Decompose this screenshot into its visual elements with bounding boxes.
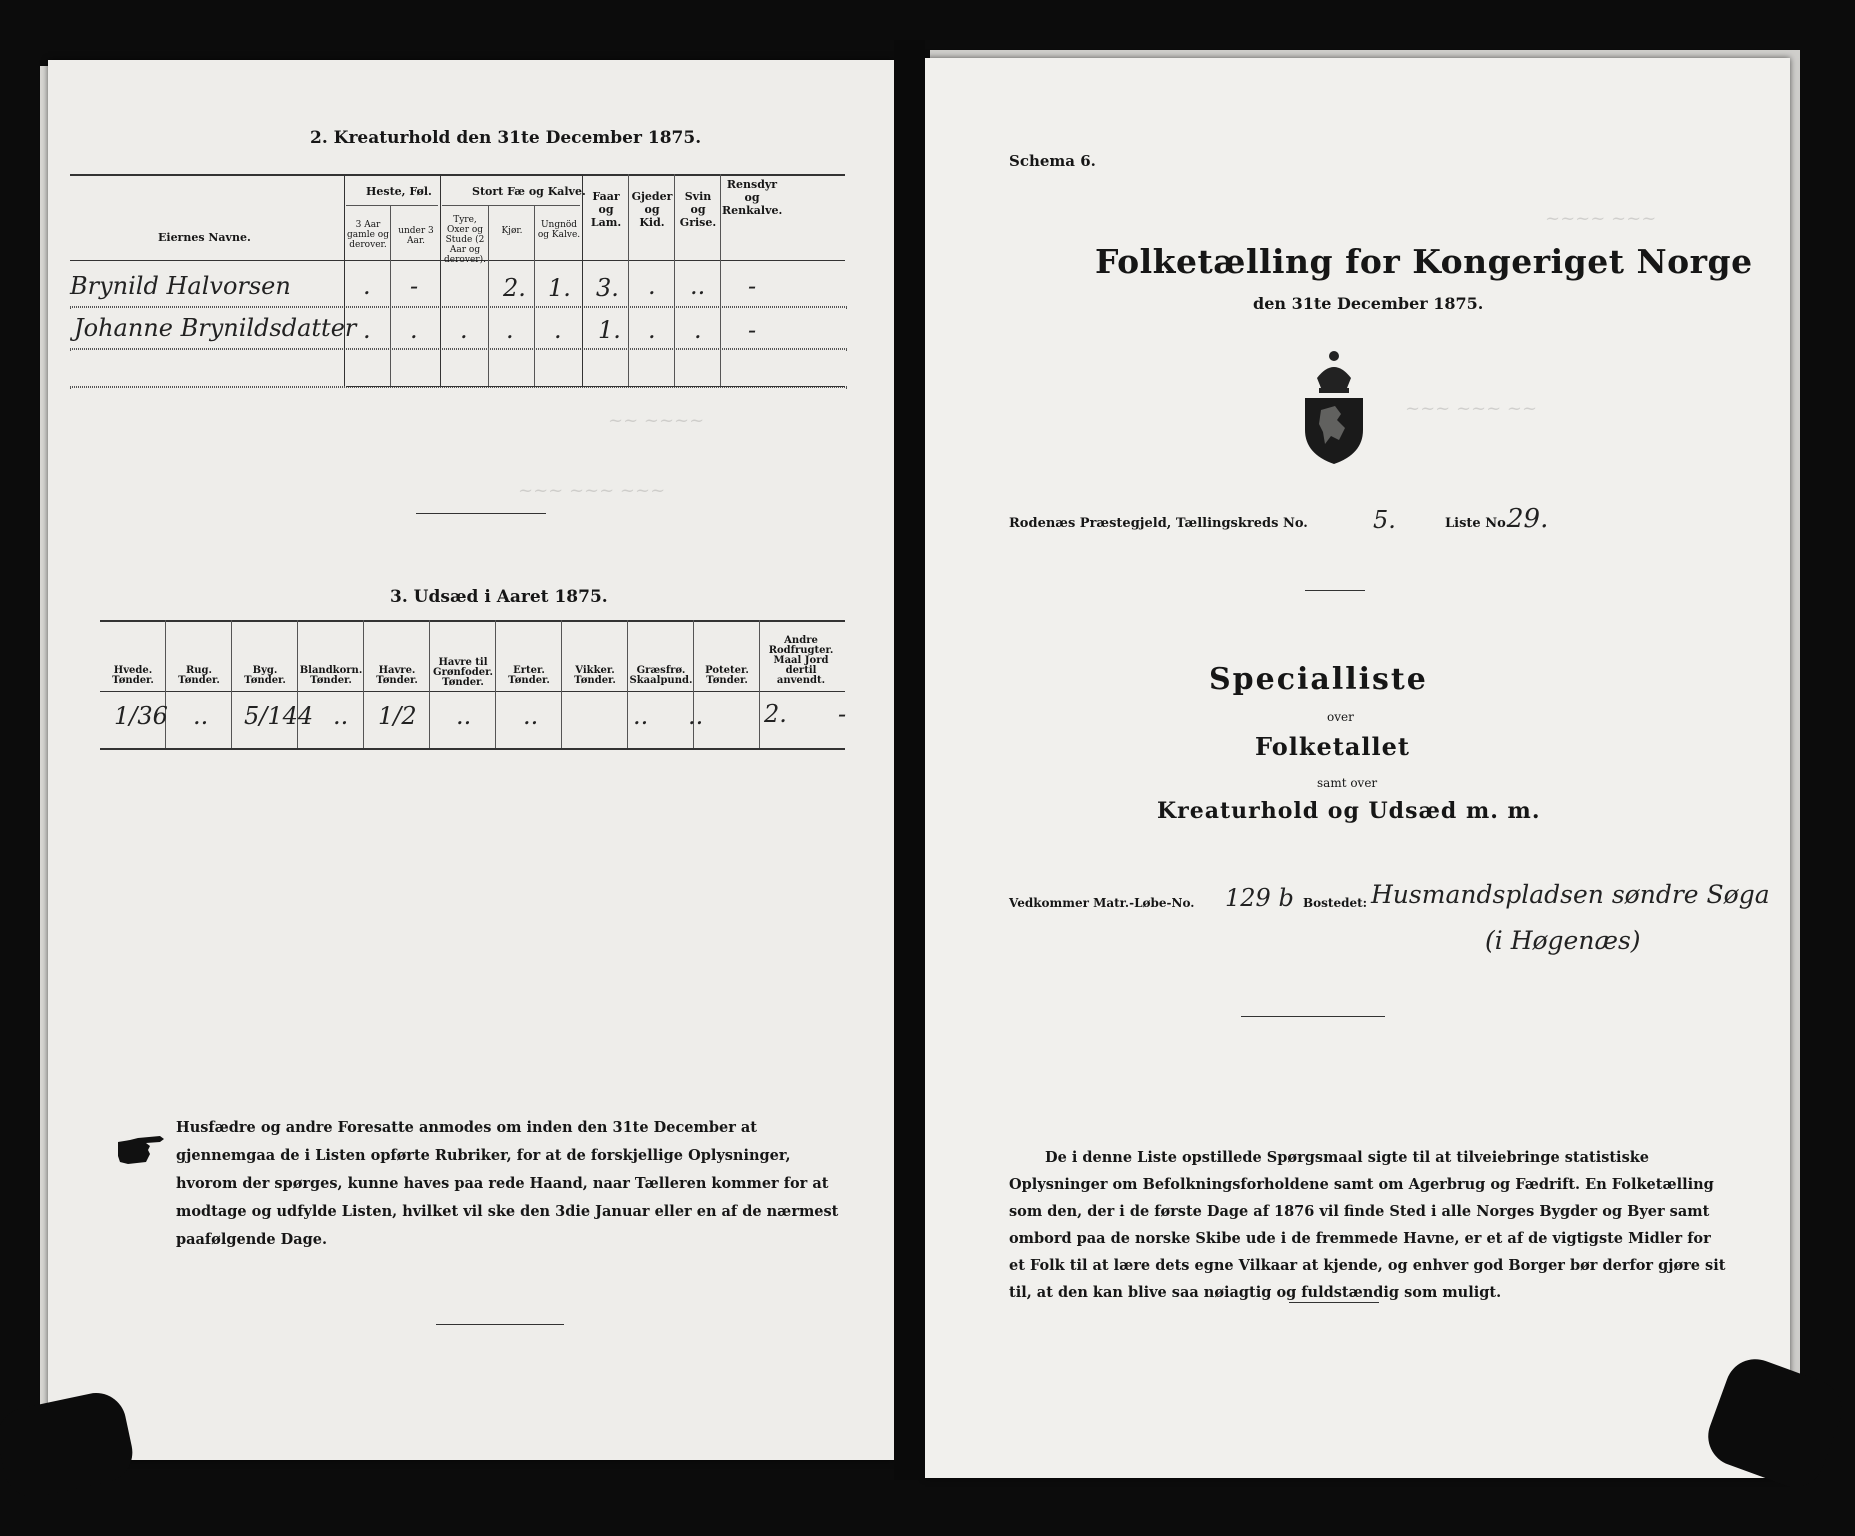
table2-bottom-rule [346, 386, 845, 387]
sowing-col-header: Græsfrø. Skaalpund. [629, 665, 693, 686]
parish-label: Rodenæs Præstegjeld, [1009, 516, 1172, 531]
footer-divider [1289, 1302, 1379, 1303]
cell: 1/36 [114, 702, 168, 730]
table3-vrule [627, 620, 628, 748]
cell: . [363, 316, 371, 344]
sowing-col-header: Rug. Tønder. [178, 665, 220, 686]
thumb-shadow [1700, 1351, 1850, 1495]
sowing-col-header: Hvede. Tønder. [112, 665, 154, 686]
cell: .. [193, 702, 209, 730]
table2-sub-rule [346, 205, 438, 206]
sowing-col-header: Havre til Grønfoder. Tønder. [433, 657, 493, 688]
horses-group-header: Heste, Føl. [366, 185, 432, 198]
cell: . [410, 316, 418, 344]
section-divider [416, 513, 546, 514]
left-page [48, 60, 894, 1460]
cell: 2. [764, 700, 787, 728]
table3-top-rule [100, 620, 845, 622]
table2-vrule [582, 174, 583, 386]
bosted-value: Husmandspladsen søndre Søga [1371, 880, 1770, 909]
cell: .. [456, 702, 472, 730]
cattle-group-header: Stort Fæ og Kalve. [472, 185, 586, 198]
cell: - [410, 272, 419, 300]
sowing-col-header: Erter. Tønder. [508, 665, 550, 686]
norwegian-coat-of-arms-icon [1297, 348, 1371, 466]
over-label: over [1327, 710, 1354, 724]
cell: . [694, 316, 702, 344]
matr-label: Vedkommer Matr.-Løbe-No. [1009, 896, 1195, 910]
census-date: den 31te December 1875. [1253, 294, 1484, 313]
samt-over-label: samt over [1317, 776, 1378, 790]
cell: 1/2 [378, 702, 417, 730]
bleed-through: ~~~ ~~~ ~~~ [518, 480, 666, 501]
cell: - [838, 700, 847, 728]
cell: . [506, 316, 514, 344]
cell: .. [333, 702, 349, 730]
table3-vrule [231, 620, 232, 748]
table2-vrule [628, 174, 629, 386]
sowing-col-header: Poteter. Tønder. [705, 665, 749, 686]
table2-vrule [720, 174, 721, 386]
sowing-col-header: Byg. Tønder. [244, 665, 286, 686]
cell: 3. [596, 274, 619, 302]
footer-divider [436, 1324, 564, 1325]
household-notice: Husfædre og andre Foresatte anmodes om inden den 31te December at gjennemgaa de i Listen opførte Rubriker, for at de forskjellige Oplysninger, hvorom der spørges, kunne haves paa rede Haand, naar Tælleren kommer for at modtage og udfylde Listen, hvilket vil ske den 3die Januar eller en af de nærmest paafølgende Dage. [176, 1119, 839, 1248]
cell: .. [688, 702, 704, 730]
sowing-col-header: Havre. Tønder. [376, 665, 418, 686]
folketallet-heading: Folketallet [1255, 732, 1410, 761]
col-young-cattle: Ungnöd og Kalve. [537, 220, 581, 240]
cell: 1. [598, 316, 621, 344]
table2-vrule [344, 174, 345, 386]
owner-name: Brynild Halvorsen [70, 272, 291, 300]
thumb-shadow [0, 1387, 138, 1502]
binding-gutter [894, 40, 925, 1480]
table2-row-rule [70, 306, 847, 308]
table2-vrule [534, 205, 535, 386]
bosted-label: Bostedet: [1303, 896, 1368, 910]
specialliste-heading: Specialliste [1209, 662, 1428, 697]
table2-top-rule [70, 174, 845, 176]
cell: - [748, 316, 757, 344]
table3-vrule [495, 620, 496, 748]
table2-vrule [488, 205, 489, 386]
bleed-through: ~~~~ ~~~ [1545, 208, 1657, 229]
page-title: Folketælling for Kongeriget Norge [1095, 242, 1753, 281]
pointing-hand-icon [116, 1132, 166, 1168]
district-value: 5. [1373, 506, 1396, 534]
divider [1241, 1016, 1385, 1017]
sowing-col-header: Andre Rodfrugter. Maal Jord dertil anvendt. [768, 635, 834, 686]
table3-header-rule [100, 691, 845, 692]
col-pigs: Svin og Grise. [679, 190, 717, 229]
parish-line [1009, 516, 1308, 531]
bleed-through: ~~~ ~~~ ~~ [1405, 398, 1538, 419]
cell: . [554, 316, 562, 344]
col-cows: Kjør. [501, 226, 523, 236]
table3-vrule [759, 620, 760, 748]
intro-paragraph: De i denne Liste opstillede Spørgsmaal sigte til at tilveiebringe statistiske Oplysninger om Befolkningsforholdene samt om Agerbrug og Fædrift. En Folketælling som den, der i de første Dage af 1876 vil finde Sted i alle Norges Bygder og Byer samt ombord paa de norske Skibe ude i de fremmede Havne, er et af de vigtigste Midler for et Folk til at lære dets egne Vilkaar at kjende, og enhver god Borger bør derfor gjøre sit til, at den kan blive saa nøiagtig og fuldstændig som muligt. [1009, 1149, 1726, 1301]
kreaturhold-heading: Kreaturhold og Udsæd m. m. [1157, 798, 1541, 824]
owner-names-header: Eiernes Navne. [158, 231, 251, 244]
section3-title: 3. Udsæd i Aaret 1875. [390, 587, 608, 607]
section2-title: 2. Kreaturhold den 31te December 1875. [310, 128, 702, 148]
col-goats: Gjeder og Kid. [631, 190, 673, 229]
table2-row-rule [70, 348, 847, 350]
bosted-value-line2: (i Høgenæs) [1485, 926, 1641, 955]
list-label: Liste No. [1445, 516, 1511, 531]
table2-vrule [440, 174, 441, 386]
right-page [925, 58, 1790, 1478]
col-bulls: Tyre, Oxer og Stude (2 Aar og derover). [444, 215, 486, 265]
sowing-col-header: Vikker. Tønder. [574, 665, 616, 686]
cell: 1. [548, 274, 571, 302]
table3-vrule [429, 620, 430, 748]
cell: . [648, 316, 656, 344]
list-value: 29. [1507, 504, 1549, 534]
table2-sub-rule [442, 205, 580, 206]
cell: . [363, 272, 371, 300]
table3-vrule [561, 620, 562, 748]
cell: .. [633, 702, 649, 730]
col-horse-old: 3 Aar gamle og derover. [347, 220, 389, 250]
table3-vrule [363, 620, 364, 748]
district-label: Tællingskreds No. [1175, 516, 1308, 531]
table2-vrule [390, 205, 391, 386]
bleed-through: ~~ ~~~~ [608, 410, 705, 431]
matr-value: 129 b [1225, 884, 1294, 912]
table2-vrule [674, 174, 675, 386]
cell: - [748, 272, 757, 300]
short-divider [1305, 590, 1365, 591]
owner-name: Johanne Brynildsdatter [74, 314, 357, 342]
cell: .. [690, 272, 706, 300]
cell: . [460, 316, 468, 344]
col-sheep: Faar og Lam. [590, 190, 622, 229]
cell: 5/144 [244, 702, 314, 730]
col-horse-young: under 3 Aar. [398, 226, 434, 246]
table3-bottom-rule [100, 748, 845, 750]
cell: 2. [503, 274, 526, 302]
cell: .. [523, 702, 539, 730]
cell: . [648, 272, 656, 300]
sowing-col-header: Blandkorn. Tønder. [299, 665, 363, 686]
col-reindeer: Rensdyr og Renkalve. [722, 178, 783, 217]
schema-label: Schema 6. [1009, 152, 1096, 170]
